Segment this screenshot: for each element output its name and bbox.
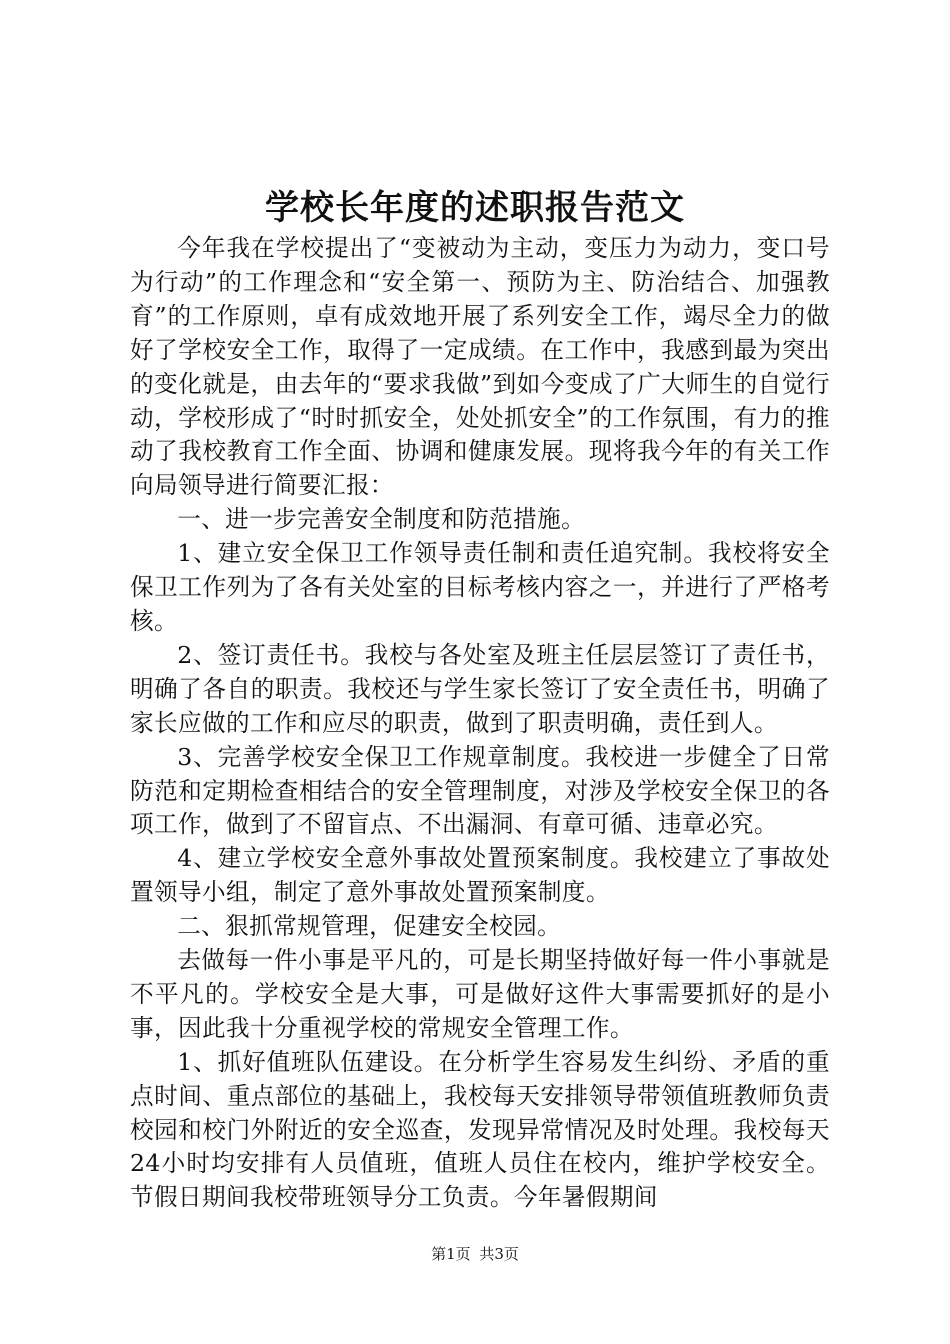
paragraph: 2、签订责任书。我校与各处室及班主任层层签订了责任书，明确了各自的职责。我校还与学生家长签订了安全责任书，明确了家长应做的工作和应尽的职责，做到了职责明确，责任到人。 xyxy=(130,640,830,737)
page-footer xyxy=(0,1244,950,1264)
paragraph: 去做每一件小事是平凡的，可是长期坚持做好每一件小事就是不平凡的。学校安全是大事，可是做好这件大事需要抓好的是小事，因此我十分重视学校的常规安全管理工作。 xyxy=(130,946,830,1042)
paragraph: 今年我在学校提出了“变被动为主动，变压力为动力，变口号为行动”的工作理念和“安全第一、预防为主、防治结合、加强教育”的工作原则，卓有成效地开展了系列安全工作，竭尽全力的做好了学校安全工作，取得了一定成绩。在工作中，我感到最为突出的变化就是，由去年的“要求我做”到如今变成了广大师生的自觉行动，学校形成了“时时抓安全，处处抓安全”的工作氛围，有力的推动了我校教育工作全面、协调和健康发展。现将我今年的有关工作向局领导进行简要汇报： xyxy=(130,234,830,500)
paragraph: 1、抓好值班队伍建设。在分析学生容易发生纠纷、矛盾的重点时间、重点部位的基础上，我校每天安排领导带领值班教师负责校园和校门外附近的安全巡查，发现异常情况及时处理。我校每天24小时均安排有人员值班，值班人员住在校内，维护学校安全。节假日期间我校带班领导分工负责。今年暑假期间 xyxy=(130,1047,830,1212)
section-heading: 一、进一步完善安全制度和防范措施。 xyxy=(177,505,586,534)
paragraph: 3、完善学校安全保卫工作规章制度。我校进一步健全了日常防范和定期检查相结合的安全管理制度，对涉及学校安全保卫的各项工作，做到了不留盲点、不出漏洞、有章可循、违章必究。 xyxy=(130,742,830,839)
section-heading: 二、狠抓常规管理，促建安全校园。 xyxy=(177,912,562,941)
page-number: 第1页 xyxy=(431,1245,471,1263)
document-title: 学校长年度的述职报告范文 xyxy=(265,188,685,228)
paragraph: 1、建立安全保卫工作领导责任制和责任追究制。我校将安全保卫工作列为了各有关处室的目标考核内容之一，并进行了严格考核。 xyxy=(130,539,830,635)
page-total: 共3页 xyxy=(479,1245,519,1263)
document-body xyxy=(130,232,830,1215)
paragraph: 4、建立学校安全意外事故处置预案制度。我校建立了事故处置领导小组，制定了意外事故处置预案制度。 xyxy=(130,844,830,907)
